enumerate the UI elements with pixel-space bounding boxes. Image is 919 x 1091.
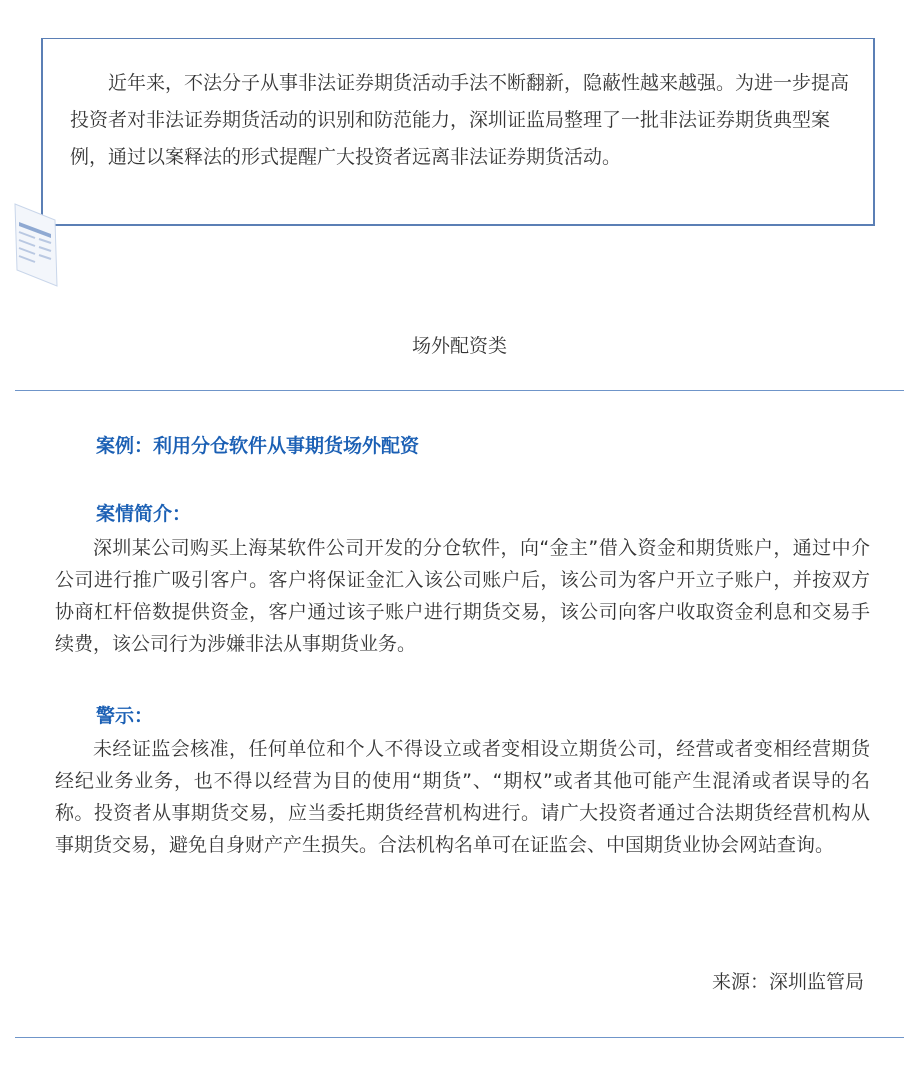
source-credit: 来源：深圳监管局 bbox=[711, 971, 864, 993]
brief-heading: 案情简介： bbox=[96, 503, 192, 525]
case-heading: 案例：利用分仓软件从事期货场外配资 bbox=[96, 435, 420, 457]
section-title: 场外配资类 bbox=[411, 335, 507, 357]
brief-paragraph: 深圳某公司购买上海某软件公司开发的分仓软件，向“金主”借入资金和期货账户，通过中介公司进行推广吸引客户。客户将保证金汇入该公司账户后，该公司为客户开立子账户，并按双方协商杠杆倍数提供资金，客户通过该子账户进行期货交易，该公司向客户收取资金利息和交易手续费，该公司行为涉嫌非法从事期货业务。 bbox=[55, 537, 870, 655]
warning-heading: 警示： bbox=[96, 705, 154, 727]
intro-box bbox=[41, 38, 875, 226]
intro-text: 近年来，不法分子从事非法证券期货活动手法不断翻新，隐蔽性越来越强。为进一步提高投资者对非法证券期货活动的识别和防范能力，深圳证监局整理了一批非法证券期货典型案例，通过以案释法的形式提醒广大投资者远离非法证券期货活动。 bbox=[70, 72, 850, 168]
document-icon bbox=[13, 202, 59, 288]
divider-top bbox=[15, 390, 904, 391]
divider-bottom bbox=[15, 1037, 904, 1038]
warning-paragraph: 未经证监会核准，任何单位和个人不得设立或者变相设立期货公司，经营或者变相经营期货经纪业务业务，也不得以经营为目的使用“期货”、“期权”或者其他可能产生混淆或者误导的名称。投资者从事期货交易，应当委托期货经营机构进行。请广大投资者通过合法期货经营机构从事期货交易，避免自身财产产生损失。合法机构名单可在证监会、中国期货业协会网站查询。 bbox=[55, 738, 870, 856]
